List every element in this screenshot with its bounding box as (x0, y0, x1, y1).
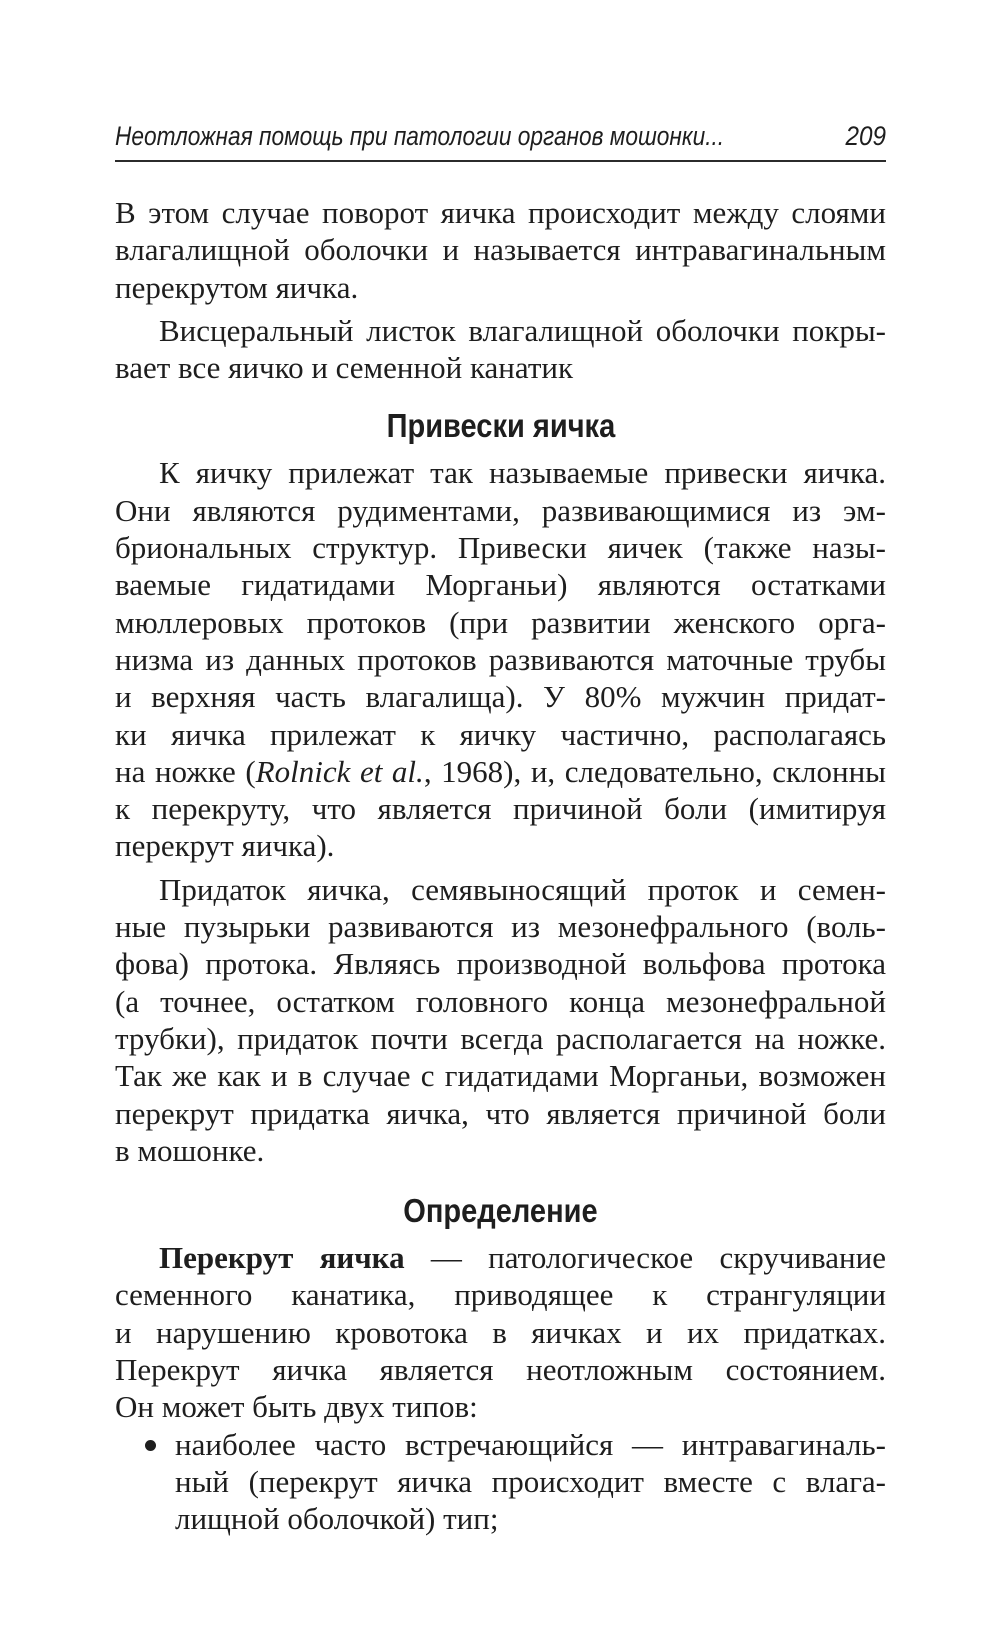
types-list (115, 1426, 886, 1538)
text-line-with-term (115, 1239, 886, 1276)
text-line: перекрутом яичка. (115, 269, 359, 305)
text-line: Перекрут яичка является неотложным состоянием. (115, 1352, 886, 1388)
bullet-icon (145, 1440, 156, 1451)
text-line: семенного канатика, приводящее к странгуляции (115, 1277, 886, 1313)
text-line: лищной оболочкой) тип; (175, 1501, 499, 1537)
text-line: ваемые гидатидами Морганьи) являются остатками (115, 567, 886, 603)
intro-paragraph-2 (115, 312, 886, 387)
text-line: (а точнее, остатком головного конца мезонефральной (115, 983, 886, 1019)
definition-paragraph (115, 1239, 886, 1425)
text-line: к перекруту, что является причиной боли (имитируя (115, 791, 886, 827)
text-line: ный (перекрут яичка происходит вместе с влага- (175, 1463, 886, 1499)
text-line: и верхняя часть влагалища). У 80% мужчин придат- (115, 679, 886, 715)
text-line: В этом случае поворот яичка происходит между слоями (115, 195, 886, 230)
text-line: в мошонке. (115, 1132, 265, 1168)
running-head-title: Неотложная помощь при патологии органов мошонки... (115, 121, 725, 151)
text-line: ные пузырьки развиваются из мезонефрального (воль- (115, 909, 886, 945)
text-line: Придаток яичка, семявыносящий проток и семен- (159, 871, 886, 907)
text-line: Так же как и в случае с гидатидами Морганьи, возможен (115, 1058, 886, 1094)
text-line-with-citation (115, 753, 886, 790)
appendages-paragraph-1 (115, 454, 886, 864)
text-line: и нарушению кровотока в яичках и их придатках. (115, 1314, 886, 1350)
text-line: перекрут яичка). (115, 828, 335, 864)
text-line: фова) протока. Являясь производной вольфова протока (115, 946, 886, 982)
page-number: 209 (845, 121, 886, 151)
section-heading-appendages (115, 404, 886, 448)
text-line: наиболее часто встречающийся — интравагиналь- (175, 1426, 886, 1462)
section-heading-text: Определение (403, 1192, 598, 1230)
citation-suffix: , 1968), и, следовательно, склонны (423, 753, 886, 789)
list-item-text (175, 1426, 886, 1538)
appendages-paragraph-2 (115, 871, 886, 1169)
text-line: влагалищной оболочки и называется интравагинальным (115, 232, 886, 268)
text-line: ки яичка прилежат к яичку частично, располагаясь (115, 716, 886, 752)
definition-start: — патологическое скручивание (404, 1240, 886, 1276)
text-line: Он может быть двух типов: (115, 1389, 478, 1425)
running-head (115, 116, 886, 162)
defined-term: Перекрут яичка (159, 1240, 405, 1276)
text-line: низма из данных протоков развиваются маточные трубы (115, 641, 886, 677)
intro-paragraph-1 (115, 194, 886, 306)
citation-prefix: на ножке ( (115, 753, 256, 789)
text-line: трубки), придаток почти всегда располагается на ножке. (115, 1020, 886, 1056)
body-text (115, 194, 886, 1538)
section-heading-text: Привески яичка (386, 407, 615, 445)
text-line: Висцеральный листок влагалищной оболочки покры- (159, 312, 886, 348)
section-heading-definition (115, 1189, 886, 1233)
text-line: перекрут придатка яичка, что является причиной боли (115, 1095, 886, 1131)
text-line: К яичку прилежат так называемые привески яичка. (159, 455, 886, 491)
list-item (115, 1426, 886, 1538)
citation-authors: Rolnick et al. (255, 753, 424, 789)
text-line: вает все яичко и семенной канатик (115, 350, 574, 386)
text-line: бриональных структур. Привески яичек (также назы- (115, 530, 886, 566)
text-line: Они являются рудиментами, развивающимися из эм- (115, 492, 886, 528)
text-line: мюллеровых протоков (при развитии женского орга- (115, 604, 886, 640)
